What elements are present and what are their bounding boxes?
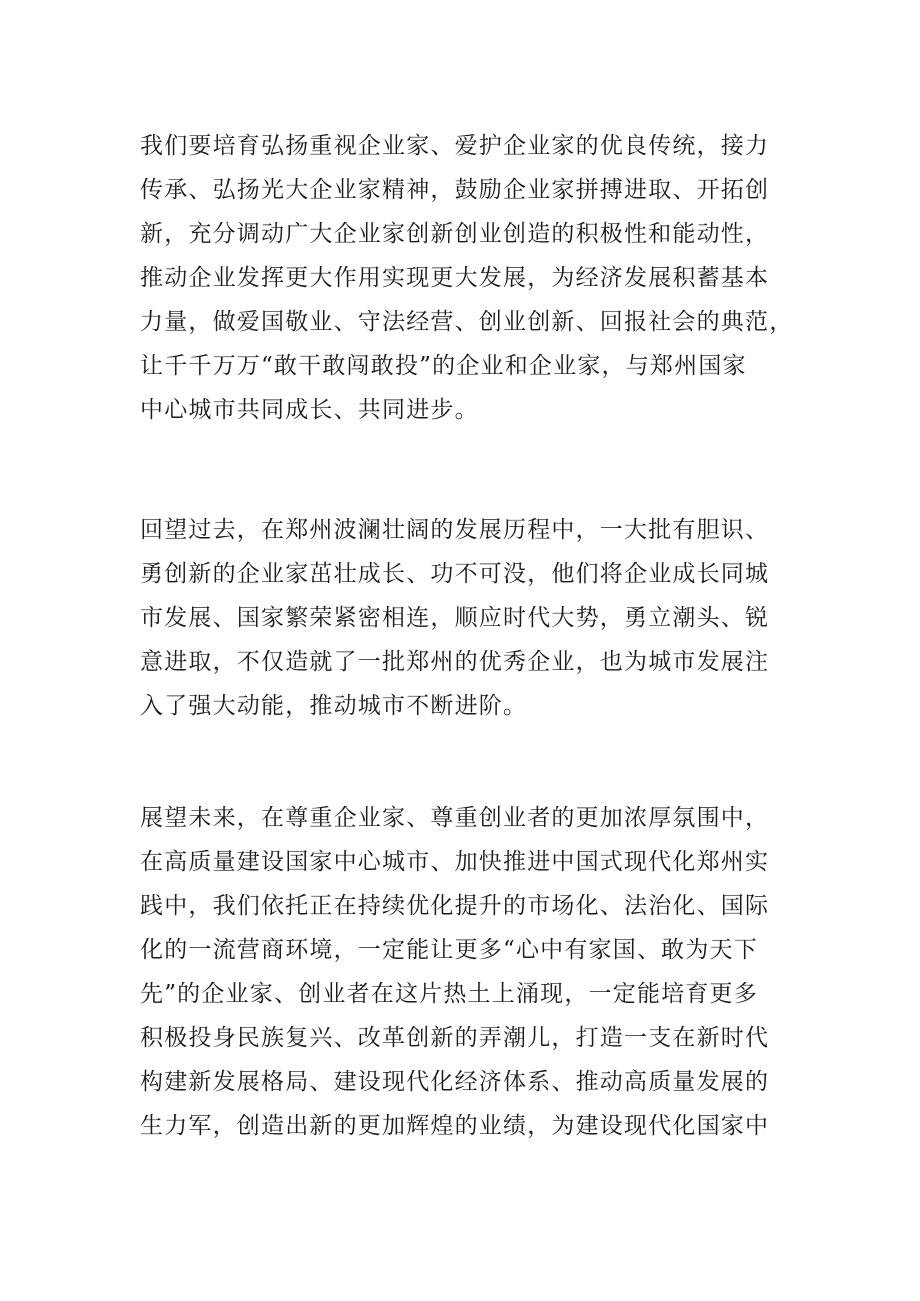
text-line: 在高质量建设国家中心城市、加快推进中国式现代化郑州实	[140, 849, 770, 875]
text-line: 我们要培育弘扬重视企业家、爱护企业家的优良传统，接力	[140, 133, 770, 159]
text-line: 市发展、国家繁荣紧密相连，顺应时代大势，勇立潮头、锐	[140, 605, 770, 631]
text-line: 积极投身民族复兴、改革创新的弄潮儿，打造一支在新时代	[140, 1025, 770, 1051]
text-line: 勇创新的企业家茁壮成长、功不可没，他们将企业成长同城	[140, 561, 770, 587]
text-line: 让千千万万“敢干敢闯敢投”的企业和企业家，与郑州国家	[140, 353, 747, 379]
text-line: 入了强大动能，推动城市不断进阶。	[140, 693, 528, 719]
paragraph-looking-back	[140, 508, 800, 728]
text-line: 践中，我们依托正在持续优化提升的市场化、法治化、国际	[140, 893, 770, 919]
text-line: 传承、弘扬光大企业家精神，鼓励企业家拼搏进取、开拓创	[140, 177, 770, 203]
paragraph-entrepreneur-spirit	[140, 124, 800, 432]
text-line: 推动企业发挥更大作用实现更大发展，为经济发展积蓄基本	[140, 265, 770, 291]
text-line: 构建新发展格局、建设现代化经济体系、推动高质量发展的	[140, 1069, 770, 1095]
text-line: 新，充分调动广大企业家创新创业创造的积极性和能动性，	[140, 221, 770, 247]
text-line: 生力军，创造出新的更加辉煌的业绩，为建设现代化国家中	[140, 1113, 770, 1139]
text-line: 力量，做爱国敬业、守法经营、创业创新、回报社会的典范，	[140, 309, 794, 335]
paragraph-looking-forward	[140, 796, 800, 1148]
text-line: 意进取，不仅造就了一批郑州的优秀企业，也为城市发展注	[140, 649, 770, 675]
text-line: 先”的企业家、创业者在这片热土上涌现，一定能培育更多	[140, 981, 758, 1007]
text-line: 展望未来，在尊重企业家、尊重创业者的更加浓厚氛围中，	[140, 805, 770, 831]
text-line: 回望过去，在郑州波澜壮阔的发展历程中，一大批有胆识、	[140, 517, 770, 543]
text-line: 化的一流营商环境，一定能让更多“心中有家国、敢为天下	[140, 937, 758, 963]
text-line: 中心城市共同成长、共同进步。	[140, 397, 479, 423]
